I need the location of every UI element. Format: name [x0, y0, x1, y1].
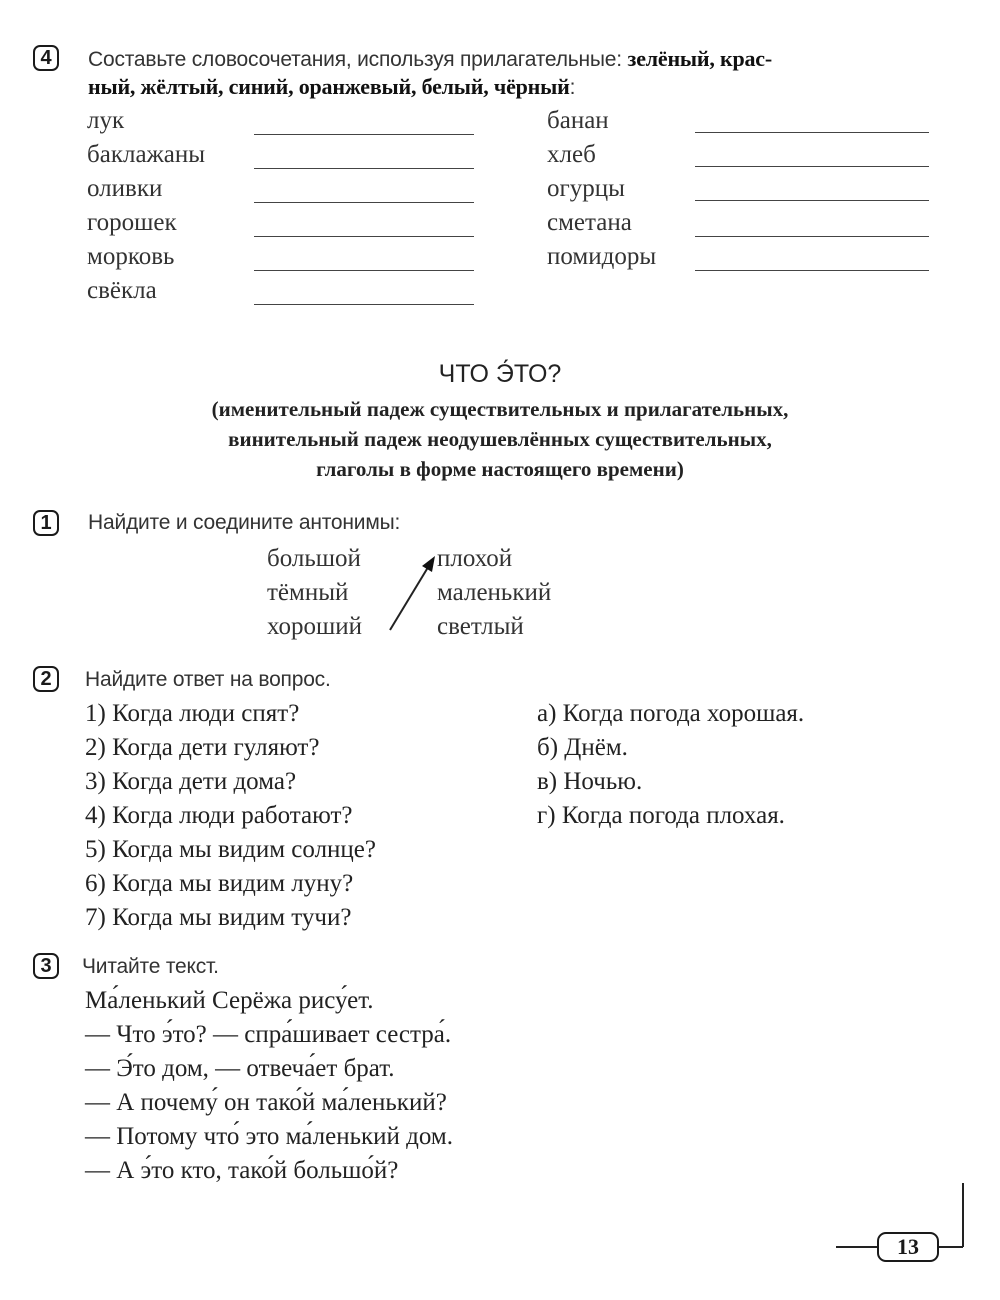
- answer-item: в) Ночью.: [537, 768, 643, 795]
- exercise-3-instruction: Читайте текст.: [82, 955, 219, 978]
- exercise-2-instruction: Найдите ответ на вопрос.: [85, 668, 331, 691]
- adjectives-line-1: зелёный, крас-: [627, 46, 772, 71]
- answer-line[interactable]: [695, 166, 929, 167]
- word-item: лук: [87, 107, 125, 134]
- exercise-1-instruction: Найдите и соедините антонимы:: [88, 511, 401, 534]
- answer-line[interactable]: [254, 202, 474, 203]
- exercise-number: 2: [40, 668, 52, 690]
- question-item: 6) Когда мы видим луну?: [85, 870, 354, 897]
- antonym-left: хороший: [267, 613, 363, 640]
- answer-line[interactable]: [254, 270, 474, 271]
- answer-line[interactable]: [695, 200, 929, 201]
- exercise-number: 3: [40, 955, 52, 977]
- exercise-4-instruction: [88, 46, 772, 72]
- answer-item: а) Когда погода хорошая.: [537, 700, 805, 727]
- antonym-left: большой: [267, 545, 361, 572]
- word-item: хлеб: [547, 141, 596, 168]
- answer-line[interactable]: [254, 304, 474, 305]
- exercise-4-instruction-cont: [88, 74, 575, 100]
- word-item: морковь: [87, 243, 175, 270]
- antonym-right: маленький: [437, 579, 552, 606]
- text-line: — Потому что́ это ма́ленький дом.: [85, 1123, 453, 1150]
- word-item: свёкла: [87, 277, 157, 304]
- page-number: 13: [897, 1234, 919, 1259]
- instruction-text: Составьте словосочетания, используя прилагательные:: [88, 48, 628, 71]
- text-line: — Э́то дом, — отвеча́ет брат.: [85, 1055, 395, 1082]
- page-number-vertical-rule: [962, 1183, 964, 1247]
- word-item: помидоры: [547, 243, 657, 270]
- text-line: — Что э́то? — спра́шивает сестра́.: [85, 1021, 452, 1048]
- exercise-number: 1: [40, 512, 52, 534]
- question-item: 1) Когда люди спят?: [85, 700, 300, 727]
- antonym-right: светлый: [437, 613, 524, 640]
- question-item: 4) Когда люди работают?: [85, 802, 353, 829]
- section-subtitle-line: винительный падеж неодушевлённых существительных,: [228, 427, 772, 451]
- text-line: — А э́то кто, тако́й большо́й?: [85, 1157, 399, 1184]
- antonym-left: тёмный: [267, 579, 349, 606]
- question-item: 2) Когда дети гуляют?: [85, 734, 320, 761]
- answer-line[interactable]: [254, 168, 474, 169]
- exercise-number-badge: [33, 510, 59, 536]
- text-line: Ма́ленький Серёжа рису́ет.: [85, 987, 374, 1014]
- connecting-arrow-icon: [380, 550, 440, 640]
- word-item: банан: [547, 107, 609, 134]
- answer-line[interactable]: [254, 134, 474, 135]
- answer-line[interactable]: [695, 132, 929, 133]
- antonym-right: плохой: [437, 545, 513, 572]
- page-number-left-rule: [836, 1246, 877, 1248]
- word-item: сметана: [547, 209, 632, 236]
- answer-line[interactable]: [695, 270, 929, 271]
- question-item: 3) Когда дети дома?: [85, 768, 297, 795]
- question-item: 7) Когда мы видим тучи?: [85, 904, 352, 931]
- section-subtitle-line: (именительный падеж существительных и прилагательных,: [211, 397, 789, 421]
- answer-line[interactable]: [695, 236, 929, 237]
- exercise-number: 4: [40, 47, 52, 69]
- text-line: — А почему́ он тако́й ма́ленький?: [85, 1089, 447, 1116]
- answer-item: г) Когда погода плохая.: [537, 802, 785, 829]
- word-item: оливки: [87, 175, 163, 202]
- instruction-colon: :: [569, 76, 576, 99]
- exercise-number-badge: [33, 45, 59, 71]
- section-title: ЧТО Э́ТО?: [438, 360, 562, 388]
- answer-line[interactable]: [254, 236, 474, 237]
- exercise-number-badge: [33, 953, 59, 979]
- answer-item: б) Днём.: [537, 734, 628, 761]
- exercise-number-badge: [33, 666, 59, 692]
- page-number-right-rule: [939, 1246, 963, 1248]
- question-item: 5) Когда мы видим солнце?: [85, 836, 376, 863]
- word-item: горошек: [87, 209, 177, 236]
- word-item: огурцы: [547, 175, 625, 202]
- page-number-box: [877, 1232, 939, 1262]
- section-subtitle-line: глаголы в форме настоящего времени): [316, 457, 684, 481]
- word-item: баклажаны: [87, 141, 206, 168]
- adjectives-line-2: ный, жёлтый, синий, оранжевый, белый, чёрный: [88, 74, 570, 99]
